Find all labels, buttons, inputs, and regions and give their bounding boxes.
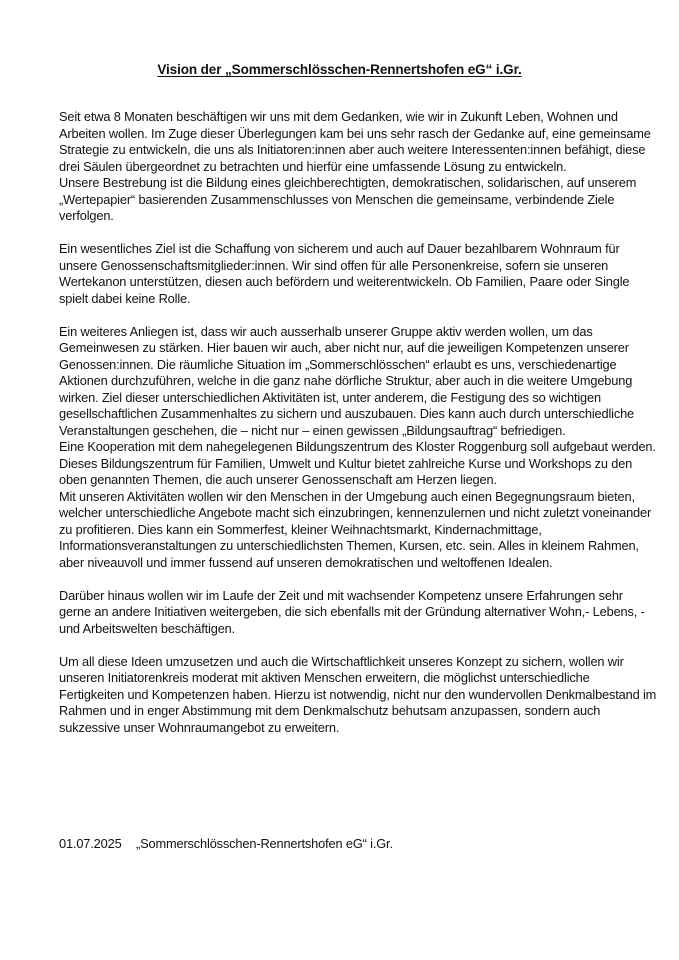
paragraph: Seit etwa 8 Monaten beschäftigen wir uns mit dem Gedanken, wie wir in Zukunft Leben, Wohnen und Arbeiten wollen. Im Zuge dieser Überlegungen kam bei uns sehr rasch der Gedanke auf, eine gemeinsame Strategie zu entwickeln, die uns als Initiatoren:innen aber auch weitere Interessenten:innen befähigt, diese drei Säulen übergeordnet zu betrachten und hierfür eine umfassende Lösung zu entwickeln. (59, 109, 651, 174)
paragraph: Darüber hinaus wollen wir im Laufe der Zeit und mit wachsender Kompetenz unsere Erfahrungen sehr gerne an andere Initiativen weitergeben, die sich ebenfalls mit der Gründung alternativer Wohn,- Lebens, - und Arbeitswelten beschäftigen. (59, 587, 645, 636)
paragraph: Um all diese Ideen umzusetzen und auch die Wirtschaftlichkeit unseres Konzept zu sichern, wollen wir unseren Initiatorenkreis moderat mit aktiven Menschen erweitern, die möglichst unterschiedliche Fertigkeiten und Kompetenzen haben. Hierzu ist notwendig, nicht nur den wundervollen Denkmalbestand im Rahmen und in enger Abstimmung mit dem Denkmalschutz behutsam anzupassen, sondern auch sukzessive unser Wohnraumangebot zu erweitern. (59, 653, 657, 735)
document-footer (59, 836, 657, 853)
paragraph-block-5 (59, 654, 657, 737)
paragraph-block-3 (59, 324, 657, 572)
paragraph-block-2 (59, 241, 657, 307)
paragraph: Unsere Bestrebung ist die Bildung eines gleichberechtigten, demokratischen, solidarischen, auf unserem „Wertepapier“ basierenden Zusammenschlusses von Menschen die gemeinsame, verbindende Ziele verfolgen. (59, 175, 637, 223)
footer-signature: „Sommerschlösschen-Rennertshofen eG“ i.Gr. (136, 836, 393, 851)
page-title: Vision der „Sommerschlösschen-Rennertshofen eG“ i.Gr. (157, 62, 522, 77)
paragraph: Ein wesentliches Ziel ist die Schaffung von sicherem und auch auf Dauer bezahlbarem Wohnraum für unsere Genossenschaftsmitglieder:innen. Wir sind offen für alle Personenkreise, sofern sie unseren Wertekanon unterstützen, diesen auch befördern und weiterentwickeln. Ob Familien, Paare oder Single spielt dabei keine Rolle. (59, 241, 630, 306)
footer-date: 01.07.2025 (59, 836, 122, 851)
paragraph: Eine Kooperation mit dem nahegelegenen Bildungszentrum des Kloster Roggenburg soll aufgebaut werden. Dieses Bildungszentrum für Familien, Umwelt und Kultur bietet zahlreiche Kurse und Workshops zu den oben genannten Themen, die auch unserer Genossenschaft am Herzen liegen. (59, 439, 656, 487)
paragraph: Ein weiteres Anliegen ist, dass wir auch ausserhalb unserer Gruppe aktiv werden wollen, um das Gemeinwesen zu stärken. Hier bauen wir auch, aber nicht nur, auf die jeweiligen Kompetenzen unserer Genossen:innen. Die räumliche Situation im „Sommerschlösschen“ erlaubt es uns, verschiedenartige Aktionen durchzuführen, welche in die ganz nahe dörfliche Struktur, aber auch in die weitere Umgebung wirken. Ziel dieser unterschiedlichen Aktivitäten ist, unter anderem, die Festigung des so wichtigen gesellschaftlichen Zusammenhaltes zu sichern und auszubauen. Dies kann auch durch unterschiedliche Veranstaltungen geschehen, die – nicht nur – einen gewissen „Bildungsauftrag“ befriedigen. (59, 323, 635, 438)
document-body (59, 109, 657, 753)
paragraph-block-4 (59, 588, 657, 638)
paragraph: Mit unseren Aktivitäten wollen wir den Menschen in der Umgebung auch einen Begegnungsraum bieten, welcher unterschiedliche Angebote macht sich einzubringen, kennenzulernen und nicht zuletzt voneinander zu profitieren. Dies kann ein Sommerfest, kleiner Weihnachtsmarkt, Kindernachmittage, Informationsveranstaltungen zu unterschiedlichsten Themen, Kursen, etc. sein. Alles in kleinem Rahmen, aber niveauvoll und immer fussend auf unseren demokratischen und weltoffenen Idealen. (59, 488, 652, 570)
paragraph-block-1 (59, 109, 657, 225)
